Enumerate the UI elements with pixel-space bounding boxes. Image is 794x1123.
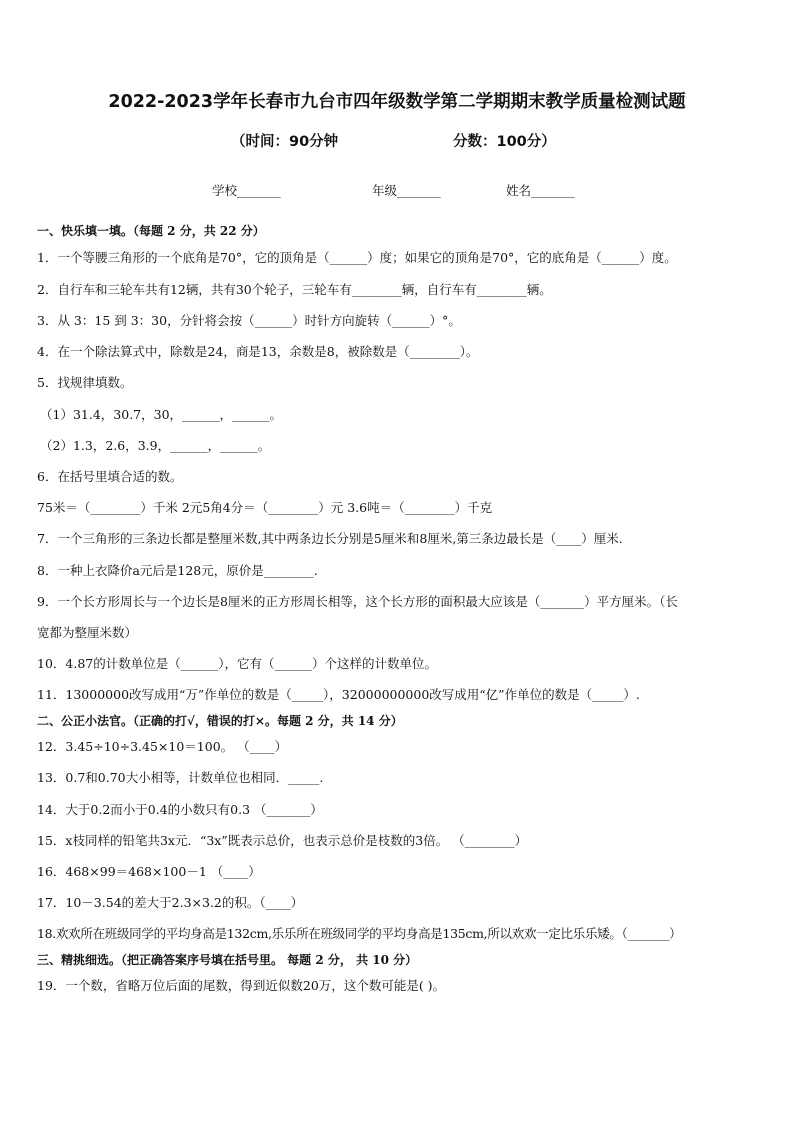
question-6: 6．在括号里填合适的数。 [37, 469, 183, 484]
grade-field[interactable]: 年级_______ [372, 183, 441, 198]
question-18: 18.欢欢所在班级同学的平均身高是132cm,乐乐所在班级同学的平均身高是135cm,所以欢欢一定比乐乐矮。（_______） [37, 926, 682, 941]
section-heading-1: 一、快乐填一填。（每题 2 分，共 22 分） [37, 224, 265, 238]
question-13: 13．0.7和0.70大小相等，计数单位也相同．_____. [37, 770, 324, 785]
question-5-part-2: （2）1.3，2.6，3.9，______，______。 [40, 438, 271, 453]
question-5-part-1: （1）31.4，30.7，30，______，______。 [40, 407, 283, 422]
school-field[interactable]: 学校_______ [212, 183, 281, 198]
page-title: 2022-2023学年长春市九台市四年级数学第二学期期末教学质量检测试题 [108, 92, 686, 112]
exam-time: （时间：90分钟 [231, 134, 339, 150]
question-8: 8．一种上衣降价a元后是128元，原价是________. [37, 563, 318, 578]
question-17: 17．10－3.54的差大于2.3×3.2的积。（____） [37, 895, 304, 910]
question-19: 19．一个数，省略万位后面的尾数，得到近似数20万，这个数可能是( )。 [37, 978, 446, 993]
question-12: 12．3.45÷10÷3.45×10＝100。 （____） [37, 739, 288, 754]
question-4: 4．在一个除法算式中，除数是24，商是13，余数是8，被除数是（________）。 [37, 344, 479, 359]
question-5: 5．找规律填数。 [37, 375, 133, 390]
section-heading-3: 三、精挑细选。（把正确答案序号填在括号里。 每题 2 分， 共 10 分） [37, 953, 418, 967]
question-1: 1．一个等腰三角形的一个底角是70°，它的顶角是（______）度；如果它的顶角是70°，它的底角是（______）度。 [37, 250, 677, 265]
section-heading-2: 二、公正小法官。（正确的打√，错误的打×。每题 2 分，共 14 分） [37, 714, 403, 728]
question-2: 2．自行车和三轮车共有12辆，共有30个轮子，三轮车有________辆，自行车有________辆。 [37, 282, 552, 297]
question-10: 10．4.87的计数单位是（______），它有（______）个这样的计数单位。 [37, 656, 437, 671]
question-14: 14．大于0.2而小于0.4的小数只有0.3 （_______） [37, 802, 323, 817]
name-field[interactable]: 姓名_______ [506, 183, 575, 198]
question-11: 11．13000000改写成用“万”作单位的数是（_____），32000000000改写成用“亿”作单位的数是（_____）. [37, 687, 640, 702]
question-15: 15．x枝同样的铅笔共3x元．“3x”既表示总价，也表示总价是枝数的3倍。 （________） [37, 833, 528, 848]
question-6-items: 75米＝（________）千米 2元5角4分＝（________）元 3.6吨＝（________）千克 [37, 500, 493, 515]
question-9-cont: 宽都为整厘米数） [37, 625, 138, 640]
question-7: 7．一个三角形的三条边长都是整厘米数,其中两条边长分别是5厘米和8厘米,第三条边最长是（____）厘米. [37, 531, 623, 546]
question-16: 16．468×99＝468×100－1 （____） [37, 864, 261, 879]
question-3: 3．从 3：15 到 3：30，分针将会按（______）时针方向旋转（______）°。 [37, 313, 461, 328]
exam-score: 分数：100分） [453, 134, 556, 150]
question-9: 9．一个长方形周长与一个边长是8厘米的正方形周长相等，这个长方形的面积最大应该是（_______）平方厘米。（长 [37, 594, 678, 609]
